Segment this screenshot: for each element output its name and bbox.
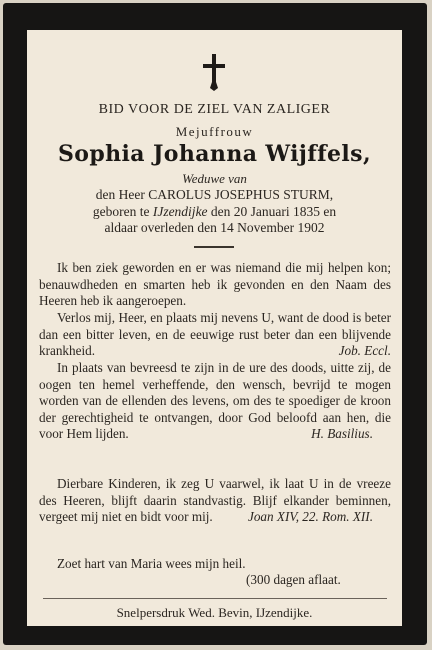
indulgence-line: (300 dagen aflaat. xyxy=(246,572,341,587)
deceased-name: Sophia Johanna Wijffels, xyxy=(57,141,371,167)
footer-rule xyxy=(43,598,387,599)
title-prefix: Mejuffrouw xyxy=(175,124,254,139)
paragraph-2-reference: Job. Eccl. xyxy=(338,343,391,359)
husband-line: den Heer CAROLUS JOSEPHUS STURM, xyxy=(95,187,334,202)
printer-line: Snelpersdruk Wed. Bevin, IJzendijke. xyxy=(116,605,313,620)
cross-icon xyxy=(201,52,227,92)
paragraph-3-reference: H. Basilius. xyxy=(311,426,373,442)
paragraph-4-reference: Joan XIV, 22. Rom. XII. xyxy=(247,509,373,525)
paragraph-3: In plaats van bevreesd te zijn in de ure des doods, uitte zij, de oogen ten hemel verheffende, den wensch, bevrijd te mogen worden van de ellenden des levens, om des te spoediger de kroon der gerechtigheid te ontvangen, door God beloofd aan hen, die voor Hem lijden. H. Basilius. xyxy=(39,360,391,442)
paragraph-2: Verlos mij, Heer, en plaats mij nevens U, want de dood is beter dan een bitter leven, en de eeuwige rust beter dan een blijvende krankheid. Job. Eccl. xyxy=(39,310,391,359)
card-heading: BID VOOR DE ZIEL VAN ZALIGER xyxy=(98,102,331,117)
died-line: aldaar overleden den 14 November 1902 xyxy=(104,220,325,235)
separator xyxy=(194,246,234,248)
paragraph-4: Dierbare Kinderen, ik zeg U vaarwel, ik laat U in de vreeze des Heeren, blijft daarin standvastig. Blijf elkander beminnen, vergeet mij niet en bidt voor mij. Joan XIV, 22. Rom. XII. xyxy=(39,476,391,525)
born-line: geboren te IJzendijke den 20 Januari 1835 en xyxy=(92,204,337,219)
memorial-card xyxy=(3,3,427,645)
prayer-line: Zoet hart van Maria wees mijn heil. xyxy=(57,556,246,571)
widow-of-label: Weduwe van xyxy=(182,171,247,186)
card-paper xyxy=(27,30,402,626)
paragraph-1: Ik ben ziek geworden en er was niemand die mij helpen kon; benauwdheden en smarten heb ik gevonden en den Naam des Heeren heb ik aangeroepen. xyxy=(39,260,391,309)
